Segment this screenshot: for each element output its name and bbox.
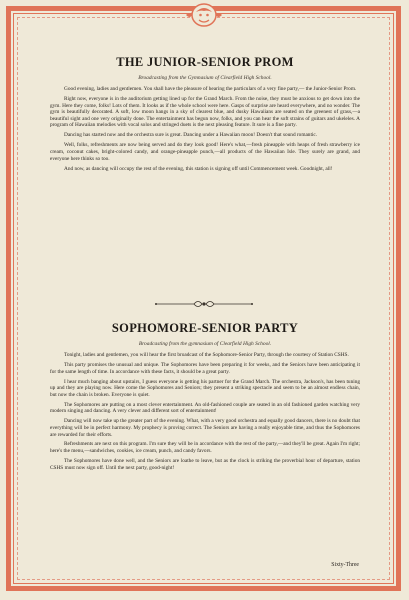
prom-paragraph: Dancing has started now and the orchestra sure is great. Dancing under a Hawaiian moon! Doesn't that sound romantic. bbox=[64, 132, 318, 139]
party-section bbox=[50, 321, 360, 475]
prom-title: THE JUNIOR-SENIOR PROM bbox=[116, 55, 294, 69]
party-paragraph: The Sophomores are putting on a most clever entertainment. An old-fashioned couple are seated in an old fashioned garden watching very modern singing and dancing. A very clever and different sort of entertainment! bbox=[50, 401, 360, 415]
party-title: SOPHOMORE-SENIOR PARTY bbox=[111, 321, 299, 335]
party-paragraph: Dancing will now take up the greater part of the evening. What, with a very good orchestra and equally good dancers, there is no doubt that everything will be in perfect harmony. My prophecy is proving correct. The Seniors are having a really enjoyable time, and thus the Sophomores are rewarded for their efforts. bbox=[50, 418, 360, 438]
party-byline: Broadcasting from the gymnasium of Clearfield High School. bbox=[138, 341, 272, 347]
prom-paragraph: Right now, everyone is in the auditorium getting lined up for the Grand March. From the noise, they must be anxious to get down into the gym. Here they come, folks! Lots of them. It looks as if the whole school were here. Gasps of surprise are heard everywhere, and no wonder. The gym is beautifully decorated. A soft, low moon hangs in a sky of clearest blue, and dusky Hawaiians are seated on the greenest of grass,—a beautiful sight and one very originally done. The entertainment has begun now, folks, and you can hear the soft strains of guitars and ukeleles. A program of Hawaiian melodies with vocal solos and stringed duets is the next pleasing feature. It sure is a fine party. bbox=[50, 95, 360, 129]
party-paragraph: I hear much banging about upstairs, I guess everyone is getting his partner for the Grand March. The orchestra, Jackson's, has been tuning up and they are playing now. Here come the Sophomores and Seniors; they present a striking spectacle and seem to be an almost endless chain, but now the chain is broken. Everyone is quiet. bbox=[50, 378, 360, 398]
scroll-ornament-icon bbox=[152, 298, 256, 310]
party-paragraph: This party promises the unusual and unique. The Sophomores have been preparing it for weeks, and the Seniors have been anticipating it for the same length of time. In accordance with these facts, it should be a great party. bbox=[50, 361, 360, 375]
prom-byline: Broadcasting from the Gymnasium of Clearfield High School. bbox=[138, 75, 272, 81]
page-number: Sixty-Three bbox=[331, 562, 359, 568]
prom-section bbox=[50, 55, 360, 175]
party-paragraph: The Sophomores have done well, and the Seniors are loathe to leave, but as the clock is striking the proverbial hour of departure, station CSHS must now sign off. Until the next party, good-night! bbox=[50, 458, 360, 471]
party-paragraph: Refreshments are next on this program. I'm sure they will be in accordance with the rest of the party,—and they'll be great. Again I'm right; here's the menu,—sandwiches, cookies, ice cream, punch, and candy favors. bbox=[50, 441, 360, 455]
crest-ornament-icon bbox=[184, 2, 224, 28]
prom-paragraph: Good evening, ladies and gentlemen. You shall have the pleasure of hearing the particulars of a very fine party,— the Junior-Senior Prom. bbox=[64, 86, 357, 92]
prom-paragraph: And now, as dancing will occupy the rest of the evening, this station is signing off until Commencement week. Goodnight, all! bbox=[64, 165, 333, 172]
prom-paragraph: Well, folks, refreshments are now being served and do they look good! Here's what,—fresh pineapple with heaps of fresh strawberry ice cream, coconut cakes, bright-colored candy, and orange-pineapple punch,—all products of the Hawaiian Isle. They surely are grand, and everyone here thinks so too. bbox=[50, 142, 360, 162]
party-paragraph: Tonight, ladies and gentlemen, you will hear the first broadcast of the Sophomore-Senior Party, through the courtesy of Station CSHS. bbox=[64, 352, 349, 358]
